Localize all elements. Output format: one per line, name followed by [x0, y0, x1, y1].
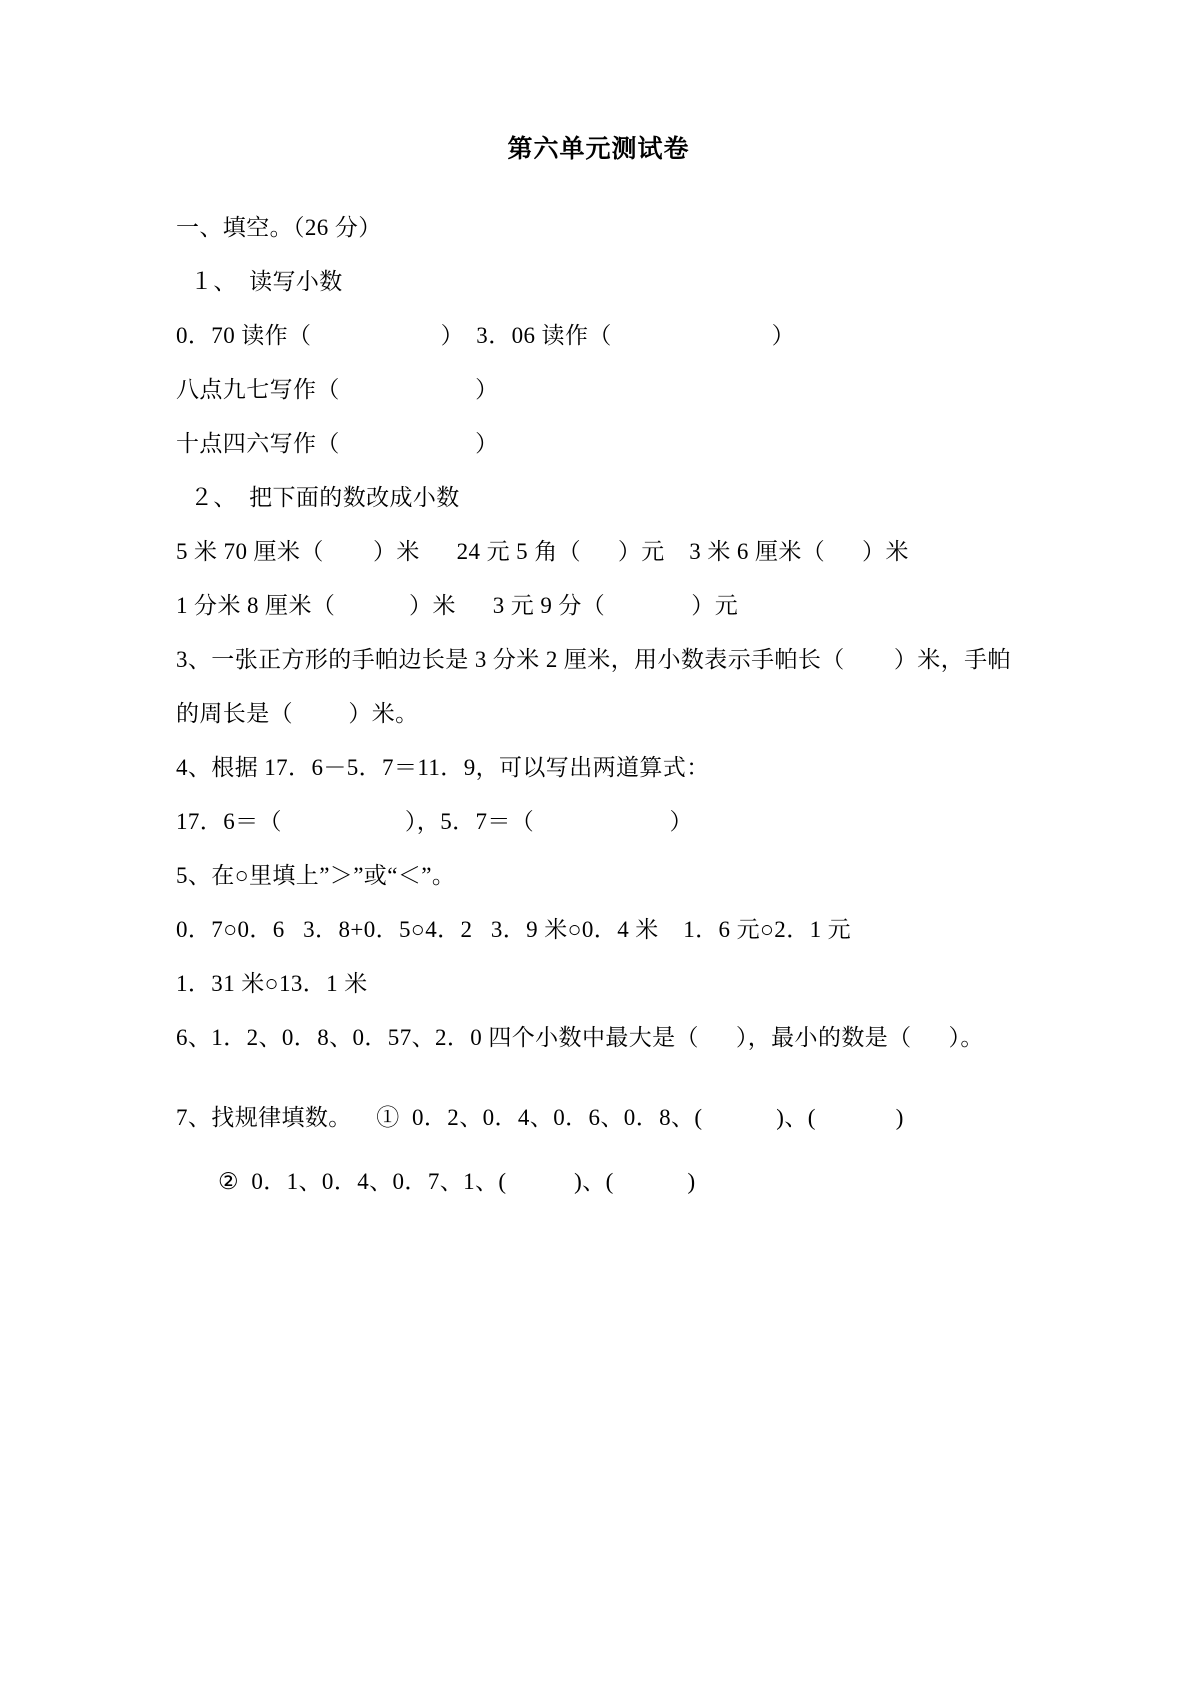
item-1-heading: １、 读写小数 [190, 269, 343, 294]
item-5-line-2: 0．7○0．6 3．8+0．5○4．2 3．9 米○0．4 米 1．6 元○2．1 元 [176, 917, 852, 942]
spacer [176, 1145, 1021, 1155]
item-4-line-2: 17．6＝（ ），5．7＝（ ） [176, 809, 693, 834]
item-1-line-3: 十点四六写作（ ） [176, 431, 499, 456]
item-7-line-1: 7、找规律填数。 ① 0．2、0．4、0．6、0．8、( )、( ) [176, 1105, 904, 1130]
item-4-line-1: 4、根据 17．6－5．7＝11．9，可以写出两道算式： [176, 755, 710, 780]
item-1-line-2: 八点九七写作（ ） [176, 377, 499, 402]
item-2-line-2: 1 分米 8 厘米（ ）米 3 元 9 分（ ）元 [176, 593, 739, 618]
section-1-heading: 一、填空。（26 分） [176, 215, 382, 240]
item-6-line-1: 6、1．2、0．8、0．57、2．0 四个小数中最大是（ ），最小的数是（ ）。 [176, 1025, 984, 1050]
item-1-line-1: 0．70 读作（ ） 3．06 读作（ ） [176, 323, 796, 348]
page-title: 第六单元测试卷 [507, 136, 690, 163]
item-7-line-2: ② 0．1、0．4、0．7、1、( )、( ) [218, 1169, 696, 1194]
item-2-heading: ２、 把下面的数改成小数 [190, 485, 460, 510]
item-5-line-3: 1．31 米○13．1 米 [176, 971, 368, 996]
item-2-line-1: 5 米 70 厘米（ ）米 24 元 5 角（ ）元 3 米 6 厘米（ ）米 [176, 539, 909, 564]
item-3-line-1: 3、一张正方形的手帕边长是 3 分米 2 厘米，用小数表示手帕长（ ）米，手帕的周长是（ ）米。 [176, 647, 1011, 726]
spacer [176, 1065, 1021, 1091]
item-5-line-1: 5、在○里填上”＞”或“＜”。 [176, 863, 456, 888]
